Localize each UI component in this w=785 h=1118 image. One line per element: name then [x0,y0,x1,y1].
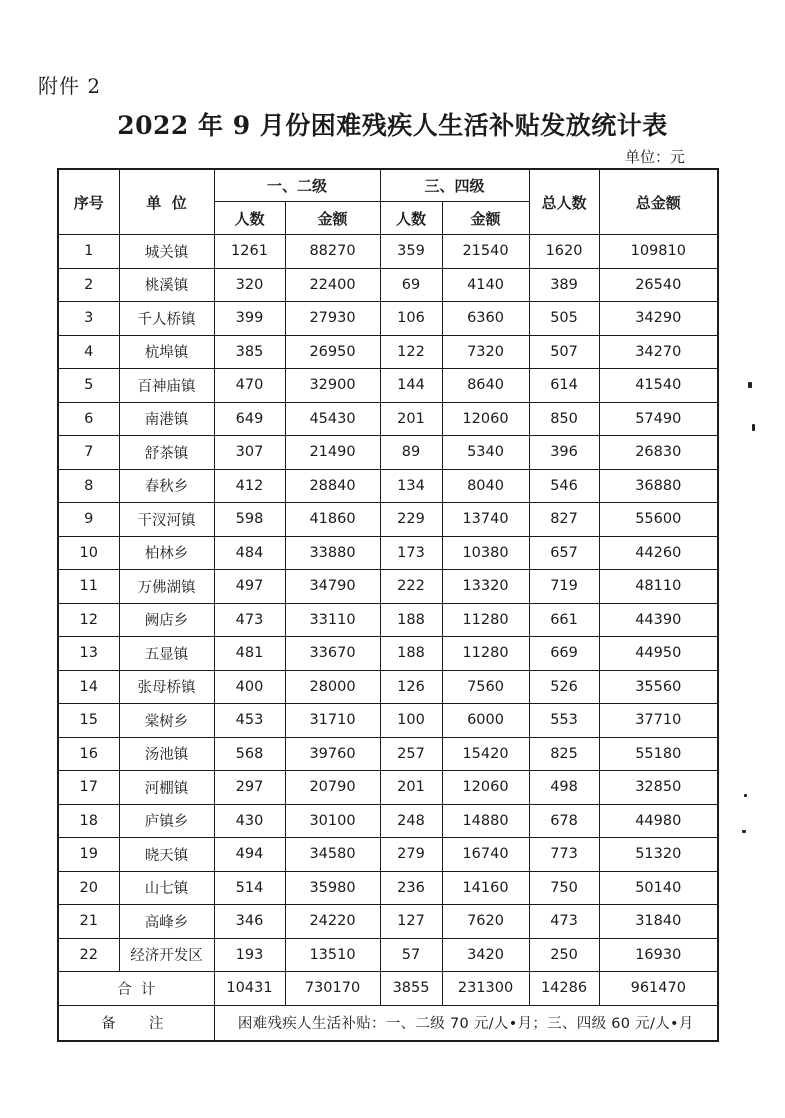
cell-total-people: 657 [529,536,599,570]
cell-unit-name: 城关镇 [119,235,214,269]
cell-people-level-1-2: 297 [214,771,285,805]
cell-unit-name: 高峰乡 [119,905,214,939]
cell-total-people: 507 [529,335,599,369]
cell-total-amount: 32850 [599,771,718,805]
table-row [58,235,718,269]
total-label: 合 计 [58,972,214,1006]
cell-amount-level-1-2: 39760 [285,737,380,771]
cell-seq: 11 [58,570,119,604]
cell-seq: 3 [58,302,119,336]
cell-people-level-3-4: 57 [380,938,442,972]
cell-amount-level-1-2: 30100 [285,804,380,838]
cell-amount-level-1-2: 13510 [285,938,380,972]
cell-total-amount: 109810 [599,235,718,269]
cell-total-amount: 16930 [599,938,718,972]
cell-amount-level-3-4: 11280 [442,603,529,637]
table-row [58,670,718,704]
table-row [58,603,718,637]
cell-people-level-1-2: 494 [214,838,285,872]
cell-total-amount: 31840 [599,905,718,939]
total-amount-level-3-4: 231300 [442,972,529,1006]
remark-label: 备 注 [58,1005,214,1041]
cell-amount-level-3-4: 8040 [442,469,529,503]
cell-unit-name: 汤池镇 [119,737,214,771]
cell-people-level-1-2: 568 [214,737,285,771]
total-people-level-3-4: 3855 [380,972,442,1006]
cell-amount-level-1-2: 35980 [285,871,380,905]
cell-seq: 22 [58,938,119,972]
cell-unit-name: 棠树乡 [119,704,214,738]
cell-total-people: 661 [529,603,599,637]
cell-people-level-1-2: 514 [214,871,285,905]
cell-people-level-1-2: 430 [214,804,285,838]
cell-amount-level-1-2: 20790 [285,771,380,805]
scan-speck [748,382,752,388]
cell-total-amount: 50140 [599,871,718,905]
table-row [58,771,718,805]
cell-people-level-1-2: 385 [214,335,285,369]
cell-people-level-1-2: 649 [214,402,285,436]
cell-total-people: 389 [529,268,599,302]
cell-unit-name: 河棚镇 [119,771,214,805]
cell-total-people: 505 [529,302,599,336]
remark-row [58,1005,718,1041]
cell-total-amount: 36880 [599,469,718,503]
cell-amount-level-1-2: 24220 [285,905,380,939]
cell-unit-name: 春秋乡 [119,469,214,503]
cell-amount-level-3-4: 4140 [442,268,529,302]
cell-people-level-3-4: 201 [380,402,442,436]
header-group-level-1-2: 一、二级 [214,169,380,202]
cell-total-people: 546 [529,469,599,503]
cell-amount-level-1-2: 28000 [285,670,380,704]
cell-unit-name: 万佛湖镇 [119,570,214,604]
cell-people-level-3-4: 248 [380,804,442,838]
cell-people-level-3-4: 188 [380,603,442,637]
table-row [58,704,718,738]
cell-people-level-1-2: 193 [214,938,285,972]
attachment-label: 附件 2 [38,74,102,98]
cell-total-people: 850 [529,402,599,436]
remark-text: 困难残疾人生活补贴：一、二级 70 元/人•月；三、四级 60 元/人•月 [214,1005,718,1041]
cell-people-level-3-4: 173 [380,536,442,570]
cell-people-level-1-2: 473 [214,603,285,637]
cell-people-level-3-4: 126 [380,670,442,704]
cell-unit-name: 桃溪镇 [119,268,214,302]
cell-total-people: 825 [529,737,599,771]
cell-total-amount: 44390 [599,603,718,637]
cell-people-level-3-4: 188 [380,637,442,671]
total-amount-level-1-2: 730170 [285,972,380,1006]
cell-total-people: 773 [529,838,599,872]
scan-speck [752,424,755,431]
header-amount-level-1-2: 金额 [285,202,380,235]
cell-unit-name: 张母桥镇 [119,670,214,704]
header-people-level-3-4: 人数 [380,202,442,235]
cell-people-level-3-4: 122 [380,335,442,369]
scan-speck [742,830,746,833]
cell-people-level-1-2: 320 [214,268,285,302]
cell-people-level-1-2: 470 [214,369,285,403]
table-row [58,871,718,905]
cell-amount-level-1-2: 41860 [285,503,380,537]
cell-seq: 1 [58,235,119,269]
cell-amount-level-3-4: 6360 [442,302,529,336]
cell-total-people: 553 [529,704,599,738]
header-amount-level-3-4: 金额 [442,202,529,235]
cell-total-people: 1620 [529,235,599,269]
cell-total-people: 498 [529,771,599,805]
cell-amount-level-3-4: 5340 [442,436,529,470]
cell-total-amount: 34270 [599,335,718,369]
cell-amount-level-3-4: 10380 [442,536,529,570]
cell-unit-name: 阙店乡 [119,603,214,637]
cell-total-amount: 34290 [599,302,718,336]
statistics-table [57,168,719,1042]
cell-total-people: 669 [529,637,599,671]
cell-people-level-1-2: 598 [214,503,285,537]
table-row [58,268,718,302]
unit-label: 单位：元 [624,148,685,166]
table-row [58,838,718,872]
cell-amount-level-3-4: 11280 [442,637,529,671]
scan-speck [744,794,747,797]
cell-total-amount: 55180 [599,737,718,771]
cell-amount-level-1-2: 88270 [285,235,380,269]
cell-seq: 13 [58,637,119,671]
cell-people-level-3-4: 359 [380,235,442,269]
cell-people-level-1-2: 453 [214,704,285,738]
table-row [58,905,718,939]
header-people-level-1-2: 人数 [214,202,285,235]
cell-seq: 15 [58,704,119,738]
cell-total-people: 473 [529,905,599,939]
header-group-level-3-4: 三、四级 [380,169,529,202]
cell-people-level-3-4: 134 [380,469,442,503]
cell-unit-name: 杭埠镇 [119,335,214,369]
table-row [58,369,718,403]
cell-amount-level-3-4: 21540 [442,235,529,269]
table-row [58,503,718,537]
cell-amount-level-3-4: 7320 [442,335,529,369]
cell-people-level-1-2: 1261 [214,235,285,269]
cell-total-amount: 44260 [599,536,718,570]
cell-seq: 4 [58,335,119,369]
cell-amount-level-3-4: 13320 [442,570,529,604]
table-row [58,570,718,604]
cell-amount-level-3-4: 12060 [442,771,529,805]
cell-amount-level-1-2: 32900 [285,369,380,403]
cell-seq: 17 [58,771,119,805]
cell-people-level-1-2: 481 [214,637,285,671]
cell-unit-name: 五显镇 [119,637,214,671]
cell-people-level-1-2: 400 [214,670,285,704]
cell-amount-level-3-4: 14160 [442,871,529,905]
cell-total-amount: 41540 [599,369,718,403]
cell-unit-name: 千人桥镇 [119,302,214,336]
cell-people-level-1-2: 307 [214,436,285,470]
table-row [58,335,718,369]
cell-total-amount: 35560 [599,670,718,704]
cell-unit-name: 柏林乡 [119,536,214,570]
cell-people-level-1-2: 484 [214,536,285,570]
cell-amount-level-1-2: 34580 [285,838,380,872]
table-row [58,436,718,470]
table-row [58,302,718,336]
cell-total-people: 678 [529,804,599,838]
cell-people-level-3-4: 127 [380,905,442,939]
cell-seq: 10 [58,536,119,570]
cell-unit-name: 舒茶镇 [119,436,214,470]
cell-amount-level-1-2: 33670 [285,637,380,671]
cell-people-level-3-4: 144 [380,369,442,403]
total-people-level-1-2: 10431 [214,972,285,1006]
cell-total-people: 719 [529,570,599,604]
table-row [58,804,718,838]
cell-seq: 7 [58,436,119,470]
cell-amount-level-3-4: 12060 [442,402,529,436]
header-total-people: 总人数 [529,169,599,235]
cell-amount-level-1-2: 33880 [285,536,380,570]
cell-seq: 5 [58,369,119,403]
cell-seq: 14 [58,670,119,704]
cell-total-amount: 37710 [599,704,718,738]
cell-people-level-1-2: 497 [214,570,285,604]
cell-total-people: 396 [529,436,599,470]
cell-people-level-3-4: 89 [380,436,442,470]
cell-people-level-3-4: 236 [380,871,442,905]
cell-unit-name: 百神庙镇 [119,369,214,403]
table-row [58,737,718,771]
cell-amount-level-1-2: 33110 [285,603,380,637]
cell-people-level-1-2: 412 [214,469,285,503]
cell-people-level-3-4: 69 [380,268,442,302]
cell-unit-name: 晓天镇 [119,838,214,872]
table-row [58,469,718,503]
cell-amount-level-1-2: 45430 [285,402,380,436]
table-row [58,536,718,570]
cell-people-level-3-4: 257 [380,737,442,771]
cell-amount-level-3-4: 6000 [442,704,529,738]
header-seq: 序号 [58,169,119,235]
cell-amount-level-1-2: 34790 [285,570,380,604]
cell-unit-name: 南港镇 [119,402,214,436]
page-title: 2022 年 9 月份困难残疾人生活补贴发放统计表 [117,111,668,140]
cell-total-amount: 55600 [599,503,718,537]
cell-amount-level-3-4: 13740 [442,503,529,537]
cell-amount-level-1-2: 21490 [285,436,380,470]
cell-unit-name: 干汊河镇 [119,503,214,537]
cell-people-level-3-4: 229 [380,503,442,537]
cell-people-level-3-4: 222 [380,570,442,604]
cell-total-people: 827 [529,503,599,537]
table-row [58,637,718,671]
header-total-amount: 总金额 [599,169,718,235]
cell-seq: 16 [58,737,119,771]
cell-seq: 20 [58,871,119,905]
cell-total-amount: 44950 [599,637,718,671]
cell-seq: 9 [58,503,119,537]
cell-people-level-3-4: 106 [380,302,442,336]
cell-seq: 6 [58,402,119,436]
cell-amount-level-1-2: 22400 [285,268,380,302]
cell-amount-level-1-2: 27930 [285,302,380,336]
cell-people-level-3-4: 100 [380,704,442,738]
cell-total-amount: 26830 [599,436,718,470]
cell-seq: 12 [58,603,119,637]
table-row [58,402,718,436]
cell-seq: 2 [58,268,119,302]
cell-amount-level-1-2: 26950 [285,335,380,369]
cell-unit-name: 庐镇乡 [119,804,214,838]
cell-amount-level-3-4: 7620 [442,905,529,939]
cell-amount-level-3-4: 15420 [442,737,529,771]
cell-unit-name: 山七镇 [119,871,214,905]
header-unit: 单 位 [119,169,214,235]
cell-seq: 19 [58,838,119,872]
cell-total-amount: 57490 [599,402,718,436]
cell-total-people: 250 [529,938,599,972]
cell-total-amount: 26540 [599,268,718,302]
cell-amount-level-3-4: 8640 [442,369,529,403]
cell-people-level-1-2: 399 [214,302,285,336]
cell-unit-name: 经济开发区 [119,938,214,972]
total-people-all: 14286 [529,972,599,1006]
cell-total-people: 526 [529,670,599,704]
cell-seq: 18 [58,804,119,838]
cell-amount-level-1-2: 31710 [285,704,380,738]
cell-people-level-1-2: 346 [214,905,285,939]
cell-amount-level-3-4: 16740 [442,838,529,872]
cell-seq: 21 [58,905,119,939]
cell-amount-level-1-2: 28840 [285,469,380,503]
cell-total-people: 614 [529,369,599,403]
cell-total-amount: 51320 [599,838,718,872]
table-body [58,235,718,972]
total-amount-all: 961470 [599,972,718,1006]
cell-people-level-3-4: 279 [380,838,442,872]
cell-amount-level-3-4: 7560 [442,670,529,704]
cell-total-amount: 44980 [599,804,718,838]
cell-seq: 8 [58,469,119,503]
cell-total-amount: 48110 [599,570,718,604]
cell-amount-level-3-4: 14880 [442,804,529,838]
cell-total-people: 750 [529,871,599,905]
cell-amount-level-3-4: 3420 [442,938,529,972]
cell-people-level-3-4: 201 [380,771,442,805]
total-row [58,972,718,1006]
table-row [58,938,718,972]
